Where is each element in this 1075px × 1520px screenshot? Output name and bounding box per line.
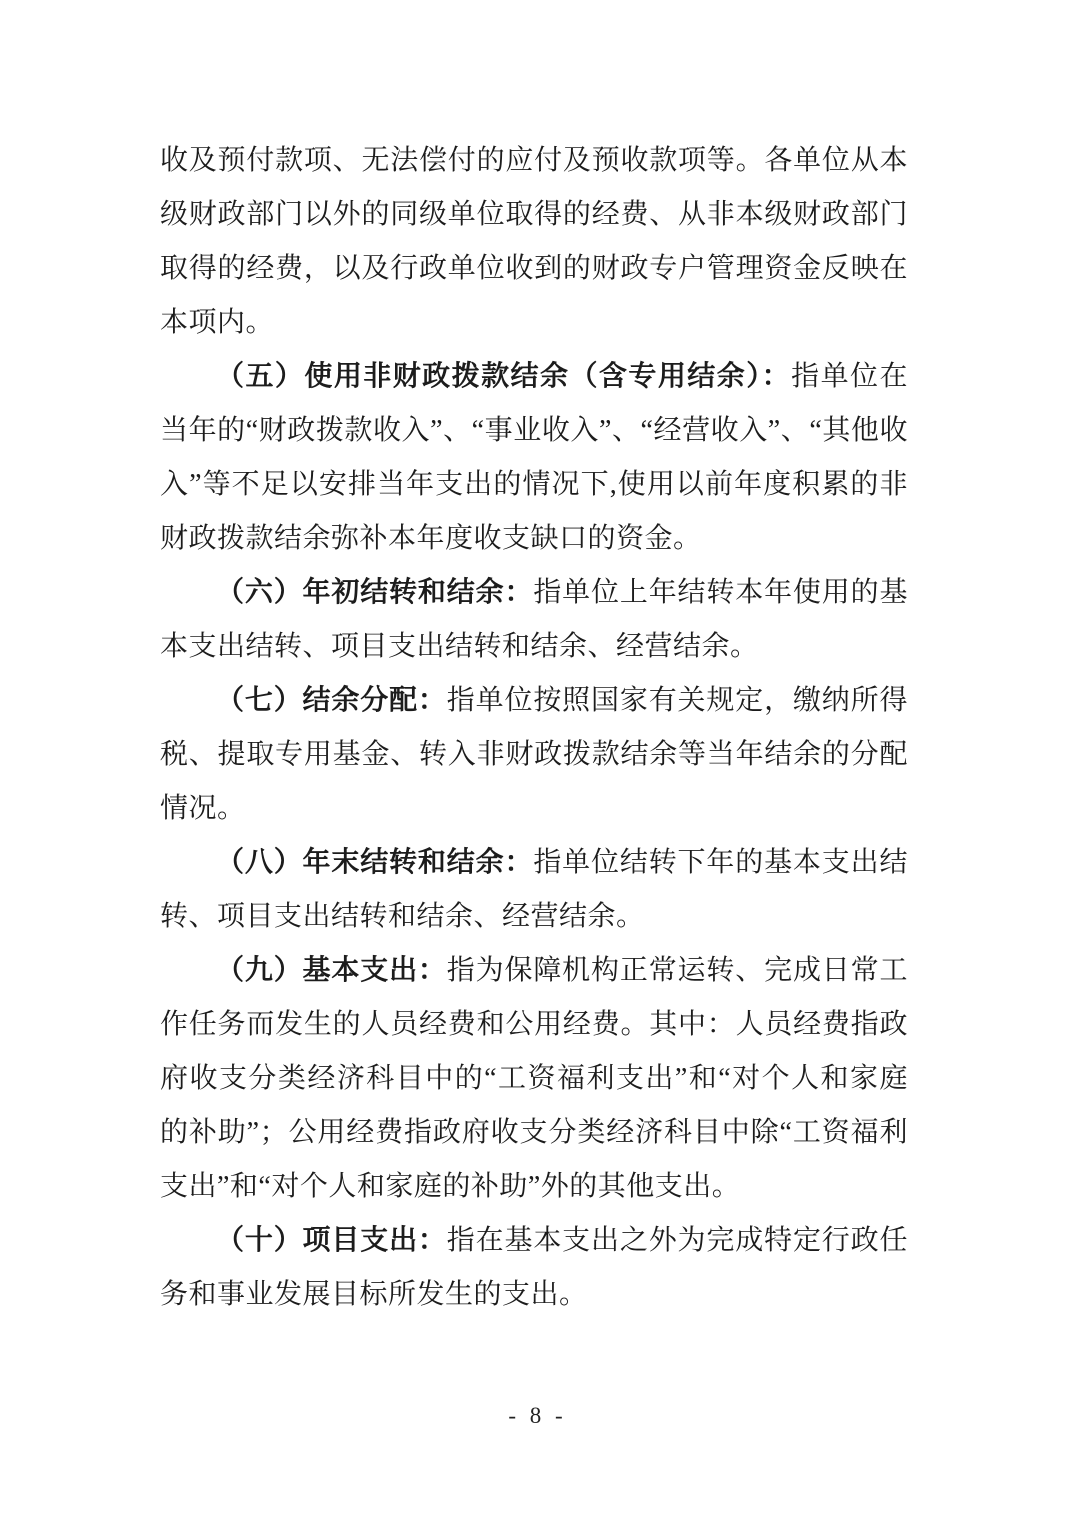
paragraph	[160, 944, 908, 1214]
paragraph-lead: （六）年初结转和结余：	[216, 577, 534, 608]
paragraph	[160, 350, 908, 566]
paragraph-text: 指单位上年结转本年使用的基本支出结转、项目支出结转和结余、经营结余。	[160, 577, 908, 662]
paragraph	[160, 836, 908, 944]
document-text-body	[160, 134, 908, 1322]
paragraph	[160, 566, 908, 674]
paragraph-lead: （十）项目支出：	[216, 1225, 447, 1256]
paragraph-lead: （七）结余分配：	[216, 685, 447, 716]
paragraph	[160, 134, 908, 350]
paragraph-text: 指单位按照国家有关规定，缴纳所得税、提取专用基金、转入非财政拨款结余等当年结余的分配情况。	[160, 685, 908, 824]
paragraph-text: 指单位结转下年的基本支出结转、项目支出结转和结余、经营结余。	[160, 847, 908, 932]
paragraph-text: 收及预付款项、无法偿付的应付及预收款项等。各单位从本级财政部门以外的同级单位取得的经费、从非本级财政部门取得的经费，以及行政单位收到的财政专户管理资金反映在本项内。	[160, 145, 908, 338]
paragraph-text: 指为保障机构正常运转、完成日常工作任务而发生的人员经费和公用经费。其中：人员经费指政府收支分类经济科目中的“工资福利支出”和“对个人和家庭的补助”；公用经费指政府收支分类经济科目中除“工资福利支出”和“对个人和家庭的补助”外的其他支出。	[160, 955, 908, 1202]
paragraph-lead: （九）基本支出：	[216, 955, 447, 986]
paragraph-lead: （五）使用非财政拨款结余（含专用结余）：	[216, 361, 792, 392]
paragraph-text: 指在基本支出之外为完成特定行政任务和事业发展目标所发生的支出。	[160, 1225, 908, 1310]
paragraph-lead: （八）年末结转和结余：	[216, 847, 534, 878]
page-number: - 8 -	[508, 1403, 567, 1428]
paragraph	[160, 674, 908, 836]
paragraph-text: 指单位在当年的“财政拨款收入”、“事业收入”、“经营收入”、“其他收入”等不足以安排当年支出的情况下,使用以前年度积累的非财政拨款结余弥补本年度收支缺口的资金。	[160, 361, 908, 554]
paragraph	[160, 1214, 908, 1322]
page-footer	[0, 1403, 1075, 1429]
